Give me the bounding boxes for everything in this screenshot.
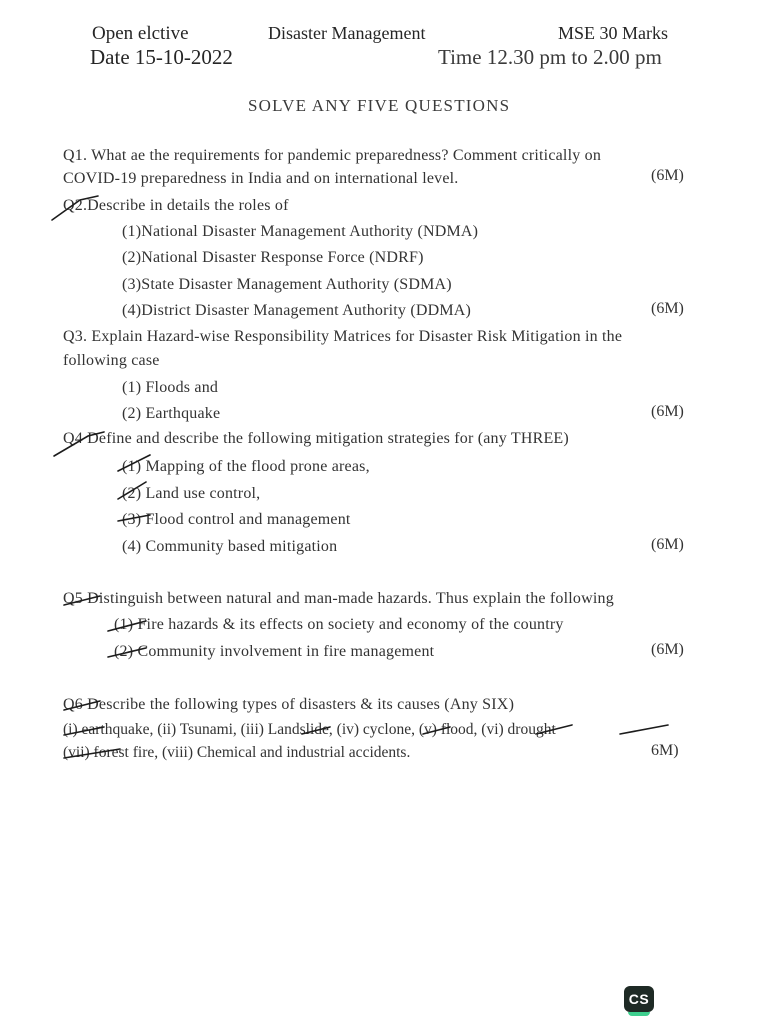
q3-item: (1) Floods and — [122, 379, 219, 396]
exam-time: Time 12.30 pm to 2.00 pm — [438, 45, 662, 69]
exam-marks: MSE 30 Marks — [558, 23, 669, 43]
pen-strike-mark — [118, 455, 150, 471]
pen-strike-mark — [108, 621, 146, 631]
q6-marks: 6M) — [651, 742, 679, 759]
pen-tick-mark — [52, 196, 98, 220]
q1-line2: COVID-19 preparedness in India and on international level. — [63, 170, 459, 187]
q6-line3: (vii) forest fire, (viii) Chemical and industrial accidents. — [63, 744, 411, 761]
pen-strike-mark — [118, 482, 146, 499]
pen-strike-mark — [423, 727, 450, 734]
q5-item: (2) Community involvement in fire management — [114, 643, 435, 660]
course-type: Open elctive — [92, 23, 189, 44]
pen-strike-mark — [64, 749, 120, 758]
q2-item: (3)State Disaster Management Authority (SDMA) — [122, 276, 452, 293]
pen-strike-mark — [64, 727, 104, 735]
q5-item: (1) Fire hazards & its effects on society and economy of the country — [114, 616, 564, 633]
q4-item: (1) Mapping of the flood prone areas, — [122, 458, 370, 475]
q5-marks: (6M) — [651, 641, 684, 658]
q1-line1: Q1. What ae the requirements for pandemic preparedness? Comment critically on — [63, 147, 602, 164]
q3-line2: following case — [63, 352, 160, 369]
instruction-heading: SOLVE ANY FIVE QUESTIONS — [248, 96, 511, 115]
pen-strike-mark — [64, 701, 100, 710]
q3-item: (2) Earthquake — [122, 405, 221, 422]
pen-tick-mark — [54, 432, 104, 456]
subject-title: Disaster Management — [268, 23, 426, 43]
pen-strike-mark — [536, 725, 572, 734]
q4-item: (3) Flood control and management — [122, 511, 351, 528]
q3-marks: (6M) — [651, 403, 684, 420]
q2-item: (4)District Disaster Management Authority (DDMA) — [122, 302, 472, 319]
camscanner-logo: CS — [624, 986, 654, 1012]
q3-line1: Q3. Explain Hazard-wise Responsibility Matrices for Disaster Risk Mitigation in the — [63, 328, 623, 345]
q2-item: (1)National Disaster Management Authority (NDMA) — [122, 223, 479, 240]
q4-marks: (6M) — [651, 536, 684, 553]
q5-stem: Q5 Distinguish between natural and man-made hazards. Thus explain the following — [63, 590, 614, 607]
q2-item: (2)National Disaster Response Force (NDRF) — [122, 249, 424, 266]
q4-item: (2) Land use control, — [122, 485, 261, 502]
pen-strike-mark — [302, 727, 330, 734]
q6-stem: Q6 Describe the following types of disasters & its causes (Any SIX) — [63, 696, 515, 713]
q2-marks: (6M) — [651, 300, 684, 317]
exam-date: Date 15-10-2022 — [90, 45, 233, 69]
q2-stem: Q2.Describe in details the roles of — [63, 197, 289, 214]
pen-strike-mark — [108, 648, 146, 657]
q4-stem: Q4 Define and describe the following mitigation strategies for (any THREE) — [63, 430, 569, 447]
q4-item: (4) Community based mitigation — [122, 538, 338, 555]
q1-marks: (6M) — [651, 167, 684, 184]
q6-line2: (i) earthquake, (ii) Tsunami, (iii) Landslide, (iv) cyclone, (v) flood, (vi) drought — [63, 721, 556, 738]
pen-strike-mark — [118, 515, 150, 521]
pen-strike-mark — [64, 596, 100, 605]
pen-strike-mark — [620, 725, 668, 734]
